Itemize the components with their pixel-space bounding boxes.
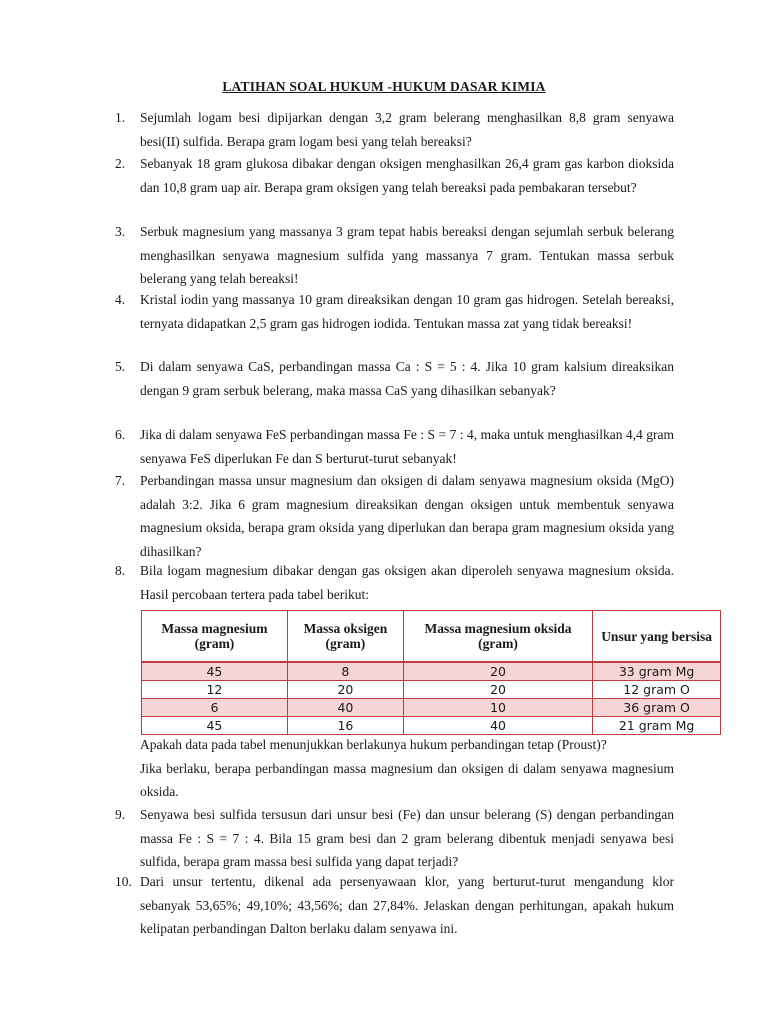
question-text: Perbandingan massa unsur magnesium dan oksigen di dalam senyawa magnesium oksida (MgO) adalah 3:2. Jika 6 gram magnesium direaksikan dengan oksigen untuk membentuk senyawa magnesium oksida, berapa gram oksida yang diperlukan dan berapa gram magnesium oksida yang dihasilkan? xyxy=(140,473,674,559)
question-number: 9. xyxy=(115,807,126,822)
question-6 xyxy=(115,423,674,470)
table-row xyxy=(142,662,721,681)
question-1 xyxy=(115,106,674,153)
header-unsur-bersisa: Unsur yang bersisa xyxy=(593,611,721,663)
table-cell: 10 xyxy=(403,699,592,717)
question-text: Kristal iodin yang massanya 10 gram direaksikan dengan 10 gram gas hidrogen. Setelah bereaksi, ternyata didapatkan 2,5 gram gas hidrogen iodida. Tentukan massa zat yang tidak bereaksi! xyxy=(140,292,674,331)
experiment-table xyxy=(141,610,721,735)
table-cell: 40 xyxy=(403,717,592,735)
table-cell: 21 gram Mg xyxy=(593,717,721,735)
table-row xyxy=(142,699,721,717)
question-number: 6. xyxy=(115,427,126,442)
question-text: Di dalam senyawa CaS, perbandingan massa Ca : S = 5 : 4. Jika 10 gram kalsium direaksikan dengan 9 gram serbuk belerang, maka massa CaS yang dihasilkan sebanyak? xyxy=(140,359,674,398)
question-4 xyxy=(115,288,674,335)
question-number: 10. xyxy=(115,874,132,889)
table-cell: 36 gram O xyxy=(593,699,721,717)
table-row xyxy=(142,717,721,735)
table-cell: 33 gram Mg xyxy=(593,662,721,681)
table-cell: 20 xyxy=(287,681,403,699)
question-7 xyxy=(115,469,674,563)
question-number: 4. xyxy=(115,292,126,307)
table-cell: 45 xyxy=(142,662,288,681)
table-cell: 6 xyxy=(142,699,288,717)
followup-line-1: Apakah data pada tabel menunjukkan berlakunya hukum perbandingan tetap (Proust)? xyxy=(140,737,607,752)
question-2 xyxy=(115,152,674,199)
followup-line-2: Jika berlaku, berapa perbandingan massa magnesium dan oksigen di dalam senyawa magnesium oksida. xyxy=(140,760,674,799)
table-cell: 12 gram O xyxy=(593,681,721,699)
question-text: Sejumlah logam besi dipijarkan dengan 3,2 gram belerang menghasilkan 8,8 gram senyawa besi(II) sulfida. Berapa gram logam besi yang telah bereaksi? xyxy=(140,110,674,149)
table-cell: 45 xyxy=(142,717,288,735)
question-9 xyxy=(115,803,674,874)
question-text: Bila logam magnesium dibakar dengan gas oksigen akan diperoleh senyawa magnesium oksida. Hasil percobaan tertera pada tabel berikut: xyxy=(140,563,674,602)
question-number: 2. xyxy=(115,156,126,171)
table-cell: 16 xyxy=(287,717,403,735)
document-title: LATIHAN SOAL HUKUM -HUKUM DASAR KIMIA xyxy=(222,79,546,94)
table-cell: 20 xyxy=(403,662,592,681)
question-text: Sebanyak 18 gram glukosa dibakar dengan oksigen menghasilkan 26,4 gram gas karbon dioksida dan 10,8 gram uap air. Berapa gram oksigen yang telah bereaksi pada pembakaran tersebut? xyxy=(140,156,674,195)
question-3 xyxy=(115,220,674,291)
question-5 xyxy=(115,355,674,402)
table-header-row xyxy=(142,611,721,663)
table-cell: 12 xyxy=(142,681,288,699)
table-cell: 40 xyxy=(287,699,403,717)
table-row xyxy=(142,681,721,699)
table-cell: 8 xyxy=(287,662,403,681)
table-cell: 20 xyxy=(403,681,592,699)
question-number: 7. xyxy=(115,473,126,488)
header-massa-magnesium: Massa magnesium (gram) xyxy=(142,611,288,663)
question-10 xyxy=(115,870,674,941)
question-number: 1. xyxy=(115,110,126,125)
header-massa-magnesium-oksida: Massa magnesium oksida (gram) xyxy=(403,611,592,663)
header-massa-oksigen: Massa oksigen (gram) xyxy=(287,611,403,663)
question-number: 8. xyxy=(115,563,126,578)
question-text: Dari unsur tertentu, dikenal ada persenyawaan klor, yang berturut-turut mengandung klor sebanyak 53,65%; 49,10%; 43,56%; dan 27,84%. Jelaskan dengan perhitungan, apakah hukum kelipatan perbandingan Dalton berlaku dalam senyawa ini. xyxy=(140,874,674,936)
question-text: Senyawa besi sulfida tersusun dari unsur besi (Fe) dan unsur belerang (S) dengan perbandingan massa Fe : S = 7 : 4. Bila 15 gram besi dan 2 gram belerang dibentuk menjadi senyawa besi sulfida, berapa gram massa besi sulfida yang dapat terjadi? xyxy=(140,807,674,869)
question-number: 3. xyxy=(115,224,126,239)
question-text: Jika di dalam senyawa FeS perbandingan massa Fe : S = 7 : 4, maka untuk menghasilkan 4,4 gram senyawa FeS diperlukan Fe dan S berturut-turut sebanyak! xyxy=(140,427,674,466)
question-8 xyxy=(115,559,674,606)
question-number: 5. xyxy=(115,359,126,374)
question-8-followup xyxy=(140,733,674,804)
question-text: Serbuk magnesium yang massanya 3 gram tepat habis bereaksi dengan sejumlah serbuk belerang menghasilkan senyawa magnesium sulfida yang massanya 7 gram. Tentukan massa serbuk belerang yang telah bereaksi! xyxy=(140,224,674,286)
